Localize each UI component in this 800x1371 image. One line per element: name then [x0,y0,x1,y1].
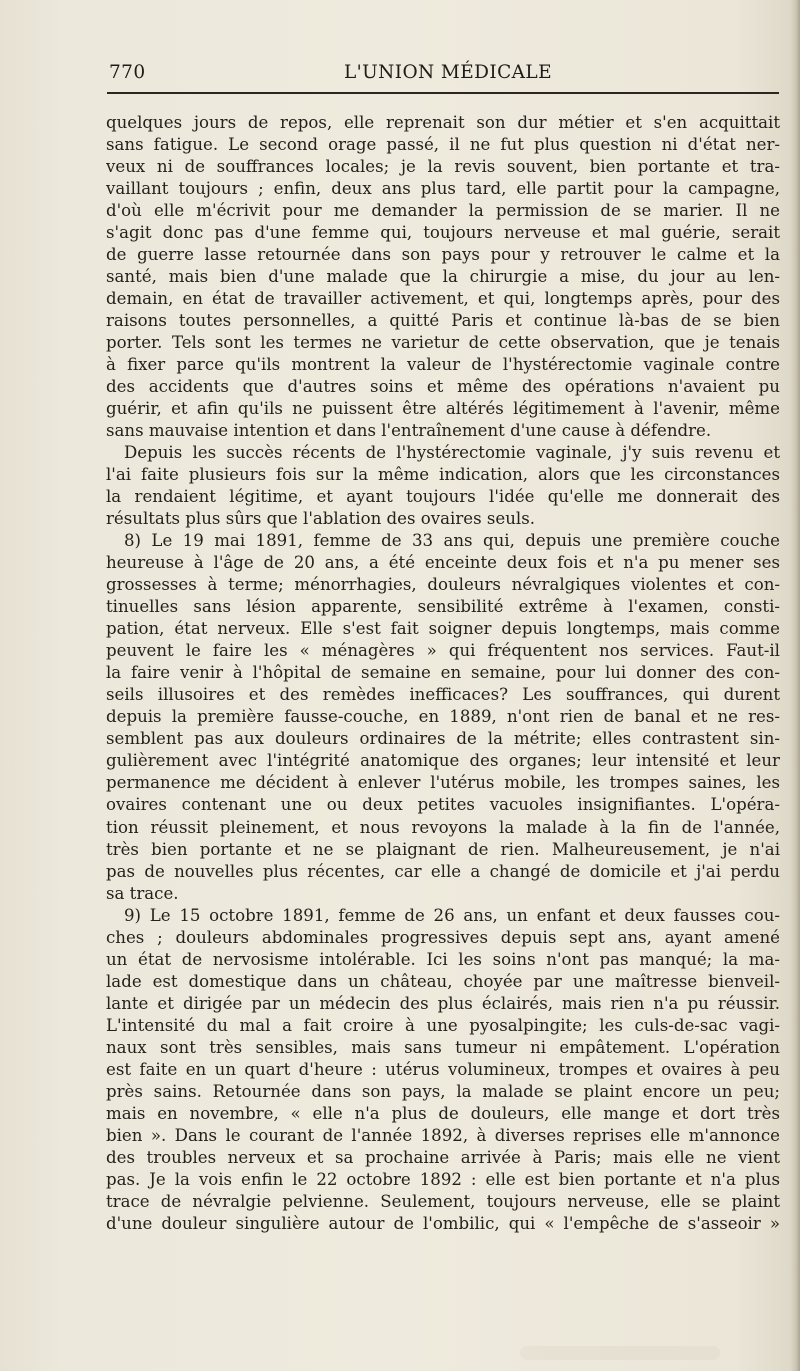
text-line: bien ». Dans le courant de l'année 1892, à diverses reprises elle m'annonce [106,1125,780,1145]
text-line: 9) Le 15 octobre 1891, femme de 26 ans, un enfant et deux fausses cou- [124,905,780,925]
text-line: tinuelles sans lésion apparente, sensibilité extrême à l'examen, consti- [106,597,780,617]
text-line: lante et dirigée par un médecin des plus éclairés, mais rien n'a pu réussir. [106,993,780,1013]
text-line: d'une douleur singulière autour de l'ombilic, qui « l'empêche de s'asseoir » [106,1213,780,1233]
text-line: guérir, et afin qu'ils ne puissent être altérés légitimement à l'avenir, même [106,399,780,419]
text-line: 8) Le 19 mai 1891, femme de 33 ans qui, depuis une première couche [124,531,780,551]
text-line: permanence me décident à enlever l'utérus mobile, les trompes saines, les [106,773,780,793]
text-line: peuvent le faire les « ménagères » qui fréquentent nos services. Faut-il [106,641,780,661]
text-line: mais en novembre, « elle n'a plus de douleurs, elle mange et dort très [106,1103,780,1123]
text-line: naux sont très sensibles, mais sans tumeur ni empâtement. L'opération [106,1037,780,1057]
text-line: ovaires contenant une ou deux petites vacuoles insignifiantes. L'opéra- [106,795,780,815]
text-line: vaillant toujours ; enfin, deux ans plus tard, elle partit pour la campagne, [106,179,780,199]
text-line: quelques jours de repos, elle reprenait son dur métier et s'en acquittait [106,113,780,132]
text-line: très bien portante et ne se plaignant de rien. Malheureusement, je n'ai [106,839,780,859]
text-line: l'ai faite plusieurs fois sur la même indication, alors que les circonstances [106,465,780,485]
text-line: de guerre lasse retournée dans son pays pour y retrouver le calme et la [106,245,780,265]
text-line: d'où elle m'écrivit pour me demander la permission de se marier. Il ne [106,201,780,221]
text-line: seils illusoires et des remèdes inefficaces? Les souffrances, qui durent [106,685,780,705]
text-line: pas de nouvelles plus récentes, car elle a changé de domicile et j'ai perdu [106,861,780,881]
text-line: heureuse à l'âge de 20 ans, a été enceinte deux fois et n'a pu mener ses [106,553,780,573]
text-line: est faite en un quart d'heure : utérus volumineux, trompes et ovaires à peu [106,1059,780,1079]
journal-title: L'UNION MÉDICALE [344,62,552,83]
header-rule [107,92,779,94]
text-line: sa trace. [106,883,179,903]
text-line: s'agit donc pas d'une femme qui, toujours nerveuse et mal guérie, serait [106,223,780,243]
text-line: Depuis les succès récents de l'hystérectomie vaginale, j'y suis revenu et [124,443,780,463]
running-header [107,62,779,88]
page-edge-shadow [790,0,800,1371]
text-line: porter. Tels sont les termes ne varietur de cette observation, que je tenais [106,333,780,353]
text-line: un état de nervosisme intolérable. Ici les soins n'ont pas manqué; la ma- [106,949,780,969]
text-line: des accidents que d'autres soins et même des opérations n'avaient pu [106,377,780,397]
text-line: L'intensité du mal a fait croire à une pyosalpingite; les culs-de-sac vagi- [106,1015,780,1035]
text-line: semblent pas aux douleurs ordinaires de la métrite; elles contrastent sin- [106,729,780,749]
page-number: 770 [109,62,146,83]
text-line: veux ni de souffrances locales; je la revis souvent, bien portante et tra- [106,157,780,177]
text-line: depuis la première fausse-couche, en 1889, n'ont rien de banal et ne res- [106,707,780,727]
text-line: près sains. Retournée dans son pays, la malade se plaint encore un peu; [106,1081,780,1101]
text-line: la rendaient légitime, et ayant toujours l'idée qu'elle me donnerait des [106,487,780,507]
text-line: demain, en état de travailler activement, et qui, longtemps après, pour des [106,289,780,309]
text-line: sans fatigue. Le second orage passé, il ne fut plus question ni d'état ner- [106,135,780,155]
text-line: résultats plus sûrs que l'ablation des ovaires seuls. [106,509,535,529]
text-line: trace de névralgie pelvienne. Seulement, toujours nerveuse, elle se plaint [106,1191,780,1211]
text-line: sans mauvaise intention et dans l'entraînement d'une cause à défendre. [106,421,712,441]
text-line: raisons toutes personnelles, a quitté Paris et continue là-bas de se bien [106,311,780,331]
text-line: lade est domestique dans un château, choyée par une maîtresse bienveil- [106,971,780,991]
text-line: pas. Je la vois enfin le 22 octobre 1892 : elle est bien portante et n'a plus [106,1169,780,1189]
text-line: pation, état nerveux. Elle s'est fait soigner depuis longtemps, mais comme [106,619,780,639]
text-line: à fixer parce qu'ils montrent la valeur de l'hystérectomie vaginale contre [106,355,780,375]
text-line: tion réussit pleinement, et nous revoyons la malade à la fin de l'année, [106,817,780,837]
text-line: santé, mais bien d'une malade que la chirurgie a mise, du jour au len- [106,267,780,287]
show-through-smudge [520,1346,720,1360]
body-text [106,112,780,1235]
text-line: gulièrement avec l'intégrité anatomique des organes; leur intensité et leur [106,751,780,771]
text-line: des troubles nerveux et sa prochaine arrivée à Paris; mais elle ne vient [106,1147,780,1167]
text-line: grossesses à terme; ménorrhagies, douleurs névralgiques violentes et con- [106,575,780,595]
text-line: la faire venir à l'hôpital de semaine en semaine, pour lui donner des con- [106,663,780,683]
text-line: ches ; douleurs abdominales progressives depuis sept ans, ayant amené [106,927,780,947]
